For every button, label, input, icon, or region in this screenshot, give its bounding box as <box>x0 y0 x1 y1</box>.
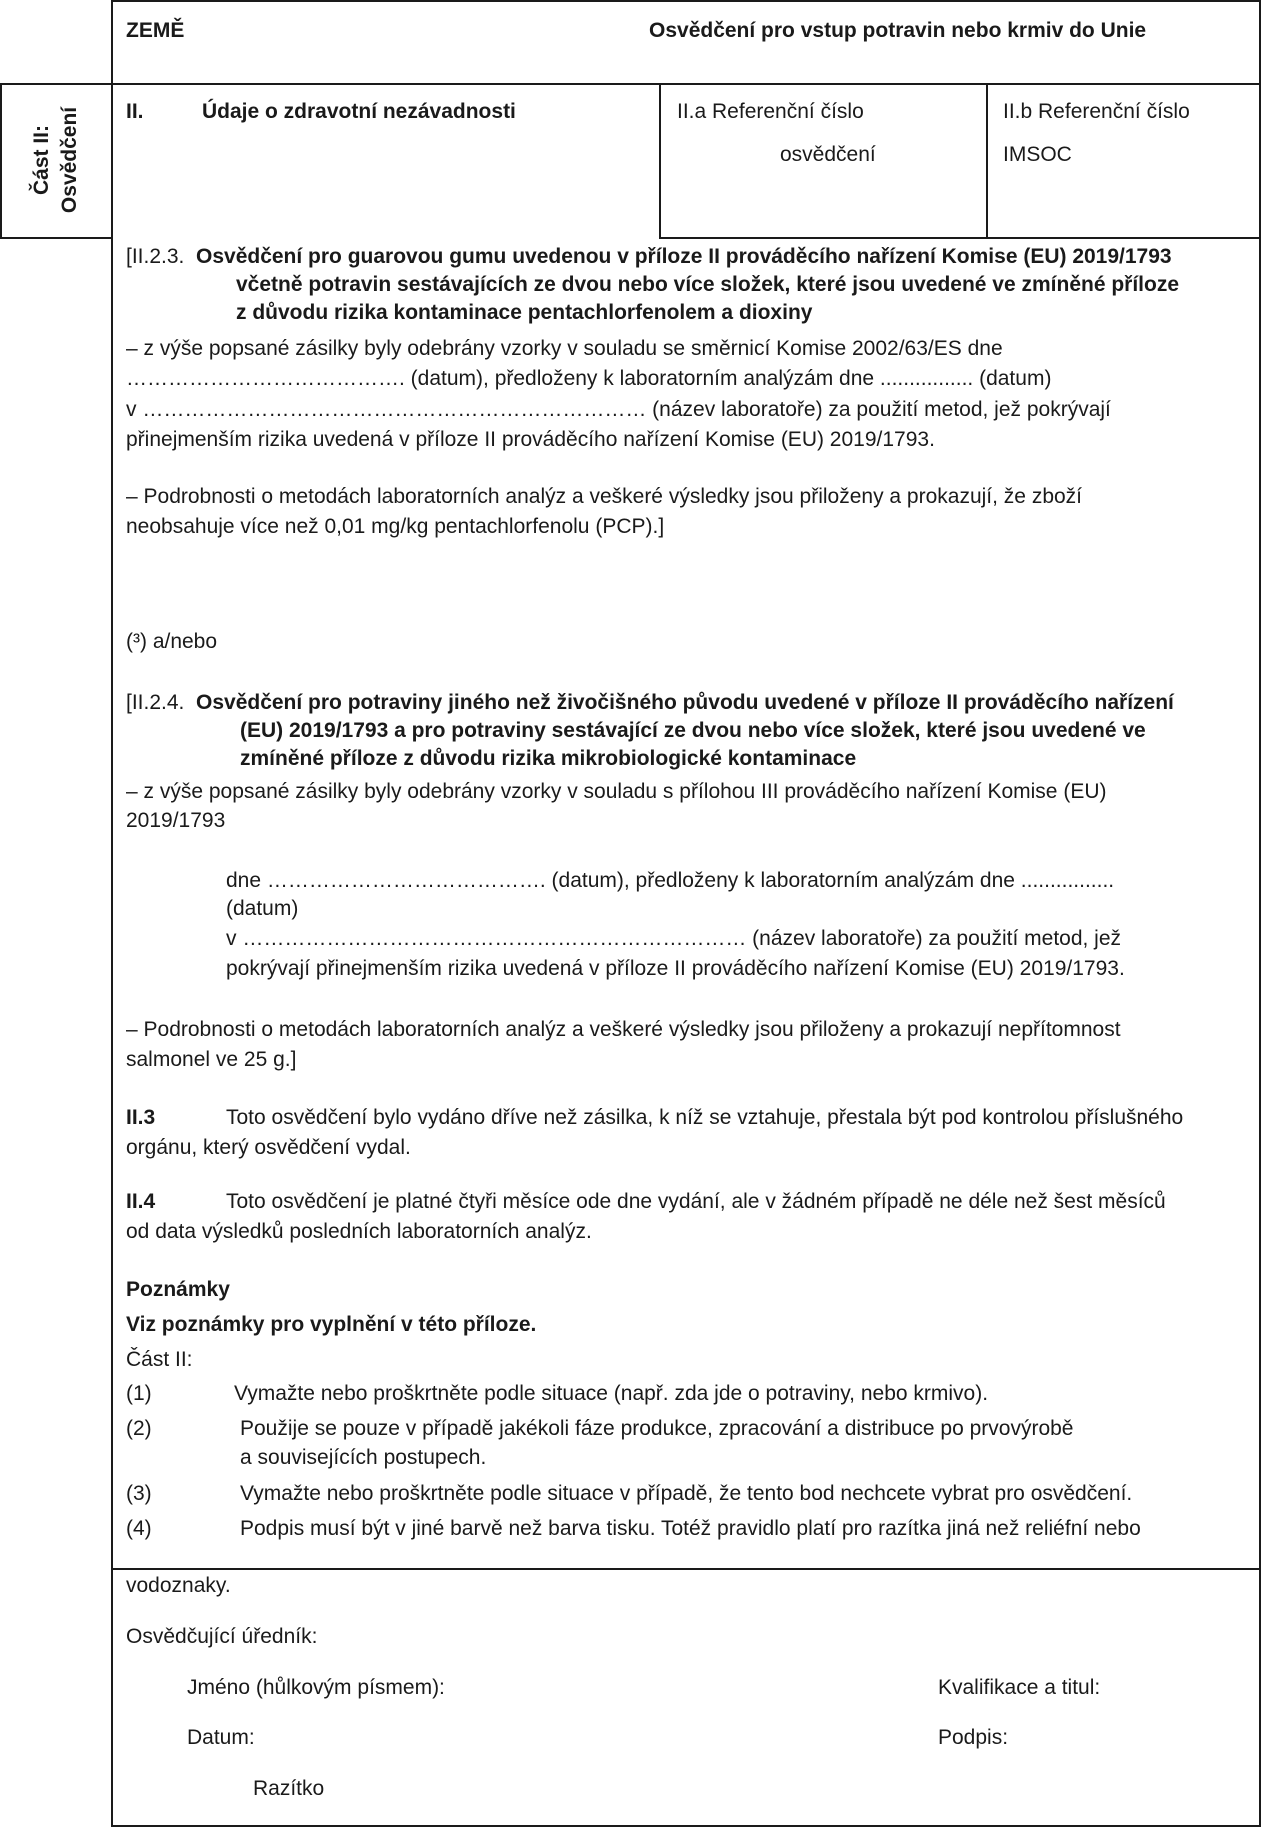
ref-row-bottom <box>659 237 1261 239</box>
ref-b-label: II.b Referenční číslo <box>1003 100 1190 123</box>
s23-text-2: orgánu, který osvědčení vydal. <box>126 1136 411 1159</box>
section-title: Údaje o zdravotní nezávadnosti <box>202 100 516 123</box>
ref-b-label-2: IMSOC <box>1003 143 1072 166</box>
ref-a-label-2: osvědčení <box>780 143 876 166</box>
s223-p2-line2: neobsahuje více než 0,01 mg/kg pentachlorfenolu (PCP).] <box>126 515 665 538</box>
s223-number: [II.2.3. <box>126 245 185 268</box>
date-label: Datum: <box>187 1726 255 1749</box>
s224-heading-2: (EU) 2019/1793 a pro potraviny sestávající ze dvou nebo více složek, které jsou uvedené ve <box>240 719 1146 742</box>
certificate-title: Osvědčení pro vstup potravin nebo krmiv do Unie <box>649 19 1147 42</box>
side-label-line1: Část II: <box>30 124 53 196</box>
s224-p2-line1: dne …………………………………. (datum), předloženy k laboratorním analýzám dne ................ <box>226 869 1115 892</box>
s224-p1-line2: 2019/1793 <box>126 809 226 832</box>
side-label <box>0 85 112 235</box>
note-2-text-2: a souvisejících postupech. <box>240 1446 487 1469</box>
s223-p1-line3: v ……………………………………………………………… (název laboratoře) za použití metod, jež pokrývají <box>126 398 1111 421</box>
and-or-label: (³) a/nebo <box>126 630 218 653</box>
s23-text-1: Toto osvědčení bylo vydáno dříve než zásilka, k níž se vztahuje, přestala být pod kontrolou příslušného <box>226 1106 1184 1129</box>
s224-p2-line2: (datum) <box>226 897 299 920</box>
s224-p1-line1: – z výše popsané zásilky byly odebrány vzorky v souladu s přílohou III prováděcího nařízení Komise (EU) <box>126 780 1107 803</box>
footer-divider <box>111 1568 1261 1570</box>
note-1-number: (1) <box>126 1382 152 1405</box>
section-number: II. <box>126 100 144 123</box>
s24-number: II.4 <box>126 1190 156 1213</box>
note-1-text: Vymažte nebo proškrtněte podle situace (např. zda jde o potraviny, nebo krmivo). <box>234 1382 989 1405</box>
qualification-label: Kvalifikace a titul: <box>938 1676 1101 1699</box>
note-4-continuation: vodoznaky. <box>126 1574 231 1597</box>
s223-heading-2: včetně potravin sestávajících ze dvou nebo více složek, které jsou uvedené ve zmíněné příloze <box>236 273 1180 296</box>
name-label: Jméno (hůlkovým písmem): <box>187 1676 445 1699</box>
note-3-number: (3) <box>126 1482 152 1505</box>
notes-title: Poznámky <box>126 1278 230 1301</box>
s223-p1-line1: – z výše popsané zásilky byly odebrány vzorky v souladu se směrnicí Komise 2002/63/ES dne <box>126 337 1003 360</box>
s223-p2-line1: – Podrobnosti o metodách laboratorních analýz a veškeré výsledky jsou přiloženy a prokazují, že zboží <box>126 485 1083 508</box>
frame-left-border <box>111 0 113 1827</box>
note-2-number: (2) <box>126 1417 152 1440</box>
s224-heading-3: zmíněné příloze z důvodu rizika mikrobiologické kontaminace <box>240 747 857 770</box>
ref-a-left <box>659 83 661 239</box>
s24-text-2: od data výsledků posledních laboratorních analýz. <box>126 1220 592 1243</box>
s223-p1-line4: přinejmenším rizika uvedená v příloze II prováděcího nařízení Komise (EU) 2019/1793. <box>126 428 935 451</box>
s224-p2-line3: v ……………………………………………………………… (název laboratoře) za použití metod, jež <box>226 927 1122 950</box>
s224-p3-line1: – Podrobnosti o metodách laboratorních analýz a veškeré výsledky jsou přiloženy a prokazují nepřítomnost <box>126 1018 1121 1041</box>
s23-number: II.3 <box>126 1106 156 1129</box>
side-label-bottom <box>0 237 112 239</box>
s223-heading-1: Osvědčení pro guarovou gumu uvedenou v příloze II prováděcího nařízení Komise (EU) 2019/1793 <box>196 245 1172 268</box>
side-label-line2: Osvědčení <box>58 106 81 214</box>
note-2-text: Použije se pouze v případě jakékoli fáze produkce, zpracování a distribuce po prvovýrobě <box>240 1417 1074 1440</box>
ref-a-label: II.a Referenční číslo <box>677 100 864 123</box>
ref-b-left <box>986 83 988 239</box>
s224-p2-line4: pokrývají přinejmenším rizika uvedená v příloze II prováděcího nařízení Komise (EU) 2019/1793. <box>226 957 1125 980</box>
certifying-officer-label: Osvědčující úředník: <box>126 1625 318 1648</box>
signature-label: Podpis: <box>938 1726 1009 1749</box>
notes-part-label: Část II: <box>126 1348 193 1371</box>
s224-number: [II.2.4. <box>126 691 185 714</box>
notes-subtitle: Viz poznámky pro vyplnění v této příloze. <box>126 1313 537 1336</box>
s223-heading-3: z důvodu rizika kontaminace pentachlorfenolem a dioxiny <box>236 301 813 324</box>
stamp-label: Razítko <box>253 1777 325 1800</box>
header-divider <box>0 83 1261 85</box>
note-4-text: Podpis musí být v jiné barvě než barva tisku. Totéž pravidlo platí pro razítka jiná než reliéfní nebo <box>240 1517 1141 1540</box>
note-4-number: (4) <box>126 1517 152 1540</box>
s224-p3-line2: salmonel ve 25 g.] <box>126 1048 297 1071</box>
country-label: ZEMĚ <box>126 19 185 42</box>
s223-p1-line2: …………………………………. (datum), předloženy k laboratorním analýzám dne ................ (datum) <box>126 367 1052 390</box>
s224-heading-1: Osvědčení pro potraviny jiného než živočišného původu uvedené v příloze II prováděcího nařízení <box>196 691 1174 714</box>
note-3-text: Vymažte nebo proškrtněte podle situace v případě, že tento bod nechcete vybrat pro osvědčení. <box>240 1482 1133 1505</box>
s24-text-1: Toto osvědčení je platné čtyři měsíce ode dne vydání, ale v žádném případě ne déle než šest měsíců <box>226 1190 1166 1213</box>
frame-top-border <box>111 0 1261 2</box>
